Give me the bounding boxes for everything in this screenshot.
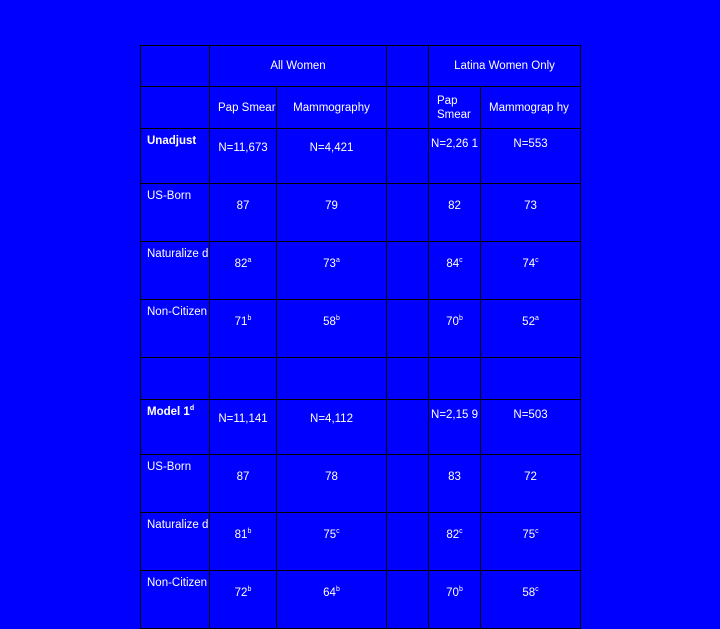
table-row: [141, 513, 581, 571]
gap-cell: [387, 46, 429, 87]
section-label: Model 1$^d$: [141, 400, 210, 455]
group-header-row: [141, 46, 581, 87]
n-count-cell: N=2,15 9: [429, 400, 481, 455]
mammography-header-all: Mammography: [277, 87, 387, 129]
mammography-header-latina: Mammograp hy: [481, 87, 581, 129]
gap-cell: [387, 571, 429, 629]
table-row: [141, 184, 581, 242]
gap-cell: [387, 455, 429, 513]
row-label: Non-Citizen: [141, 571, 210, 629]
n-count-cell: N=503: [481, 400, 581, 455]
value-cell: 83: [429, 455, 481, 513]
all-women-header: All Women: [210, 46, 387, 87]
pap-smear-header-latina: Pap Smear: [429, 87, 481, 129]
n-count-cell: N=11,141: [210, 400, 277, 455]
row-label: Naturalize d: [141, 242, 210, 300]
value-cell: 79: [277, 184, 387, 242]
gap-cell: [387, 129, 429, 184]
n-count-cell: N=4,112: [277, 400, 387, 455]
row-label: Non-Citizen: [141, 300, 210, 358]
section-header-row: [141, 400, 581, 455]
value-cell: 87: [210, 455, 277, 513]
pap-smear-header-all: Pap Smear: [210, 87, 277, 129]
gap-cell: [387, 300, 429, 358]
row-label: US-Born: [141, 455, 210, 513]
corner-cell-2: [141, 87, 210, 129]
n-count-cell: N=4,421: [277, 129, 387, 184]
section-label: Unadjust: [141, 129, 210, 184]
table-row: [141, 455, 581, 513]
corner-cell: [141, 46, 210, 87]
n-count-cell: N=553: [481, 129, 581, 184]
gap-cell: [387, 400, 429, 455]
value-cell: 64$^b$: [277, 571, 387, 629]
value-cell: 73: [481, 184, 581, 242]
latina-header: Latina Women Only: [429, 46, 581, 87]
column-header-row: [141, 87, 581, 129]
value-cell: 72: [481, 455, 581, 513]
row-label: Naturalize d: [141, 513, 210, 571]
gap-cell-2: [387, 87, 429, 129]
screening-rates-table: [140, 45, 581, 629]
section-header-row: [141, 129, 581, 184]
value-cell: 52$^a$: [481, 300, 581, 358]
gap-cell: [387, 513, 429, 571]
value-cell: 82$^a$: [210, 242, 277, 300]
value-cell: 70$^b$: [429, 571, 481, 629]
table-row: [141, 242, 581, 300]
value-cell: 58$^c$: [481, 571, 581, 629]
value-cell: 82$^c$: [429, 513, 481, 571]
value-cell: 70$^b$: [429, 300, 481, 358]
value-cell: 72$^b$: [210, 571, 277, 629]
value-cell: 87: [210, 184, 277, 242]
value-cell: 84$^c$: [429, 242, 481, 300]
n-count-cell: N=11,673: [210, 129, 277, 184]
value-cell: 75$^c$: [277, 513, 387, 571]
gap-cell: [387, 184, 429, 242]
value-cell: 71$^b$: [210, 300, 277, 358]
value-cell: 58$^b$: [277, 300, 387, 358]
table-row: [141, 300, 581, 358]
table-row: [141, 571, 581, 629]
value-cell: 82: [429, 184, 481, 242]
value-cell: 73$^a$: [277, 242, 387, 300]
screening-table-container: [140, 45, 580, 599]
spacer-row: [141, 358, 581, 400]
value-cell: 75$^c$: [481, 513, 581, 571]
value-cell: 81$^b$: [210, 513, 277, 571]
gap-cell: [387, 242, 429, 300]
n-count-cell: N=2,26 1: [429, 129, 481, 184]
value-cell: 78: [277, 455, 387, 513]
value-cell: 74$^c$: [481, 242, 581, 300]
row-label: US-Born: [141, 184, 210, 242]
